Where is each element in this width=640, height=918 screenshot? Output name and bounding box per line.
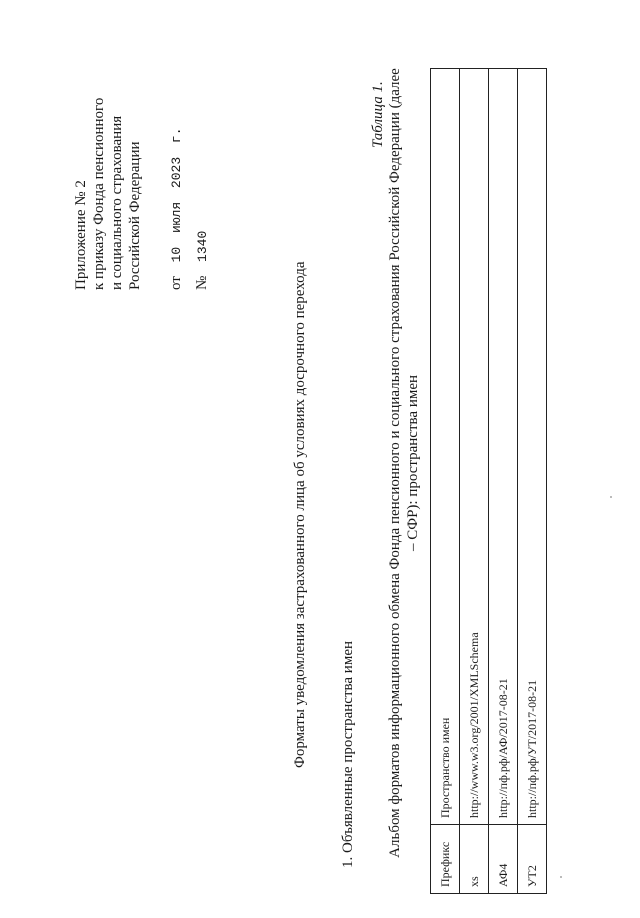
table-row [518, 69, 547, 894]
date-day: 10 [169, 246, 184, 263]
section-heading: 1. Объявленные пространства имен [340, 640, 356, 868]
date-month: июля [169, 201, 184, 234]
cell-namespace: http://www.w3.org/2001/XMLSchema [460, 69, 489, 825]
number-value: 1340 [195, 230, 210, 262]
column-header-namespace: Пространство имен [431, 69, 460, 825]
date-prefix: от [168, 276, 184, 290]
cell-prefix: УТ2 [518, 825, 547, 894]
scan-speck [610, 496, 612, 498]
document-title: Форматы уведомления застрахованного лица об условиях досрочного перехода [292, 261, 308, 768]
order-date [168, 127, 185, 290]
scan-speck [560, 876, 562, 878]
appendix-line-3: Российской Федерации [127, 141, 143, 290]
table-row [489, 69, 518, 894]
number-label: № [194, 275, 210, 290]
column-header-prefix: Префикс [431, 825, 460, 894]
cell-prefix: АФ4 [489, 825, 518, 894]
cell-prefix: xs [460, 825, 489, 894]
date-year: 2023 [169, 156, 184, 189]
date-suffix: г. [169, 127, 184, 144]
appendix-block [72, 98, 144, 290]
table-row [460, 69, 489, 894]
appendix-title: Приложение № 2 [73, 180, 89, 290]
table-number: Таблица 1. [370, 81, 386, 148]
appendix-line-2: и социального страхования [109, 115, 125, 290]
order-number [194, 231, 211, 290]
cell-namespace: http://пф.рф/АФ/2017-08-21 [489, 69, 518, 825]
namespaces-table [430, 68, 547, 894]
table-header-row [431, 69, 460, 894]
cell-namespace: http://пф.рф/УТ/2017-08-21 [518, 69, 547, 825]
table-caption: Альбом форматов информационного обмена Фонда пенсионного и социального страхования Российской Федерации (далее – СФР): пространства имен [387, 68, 421, 858]
appendix-line-1: к приказу Фонда пенсионного [91, 97, 107, 290]
